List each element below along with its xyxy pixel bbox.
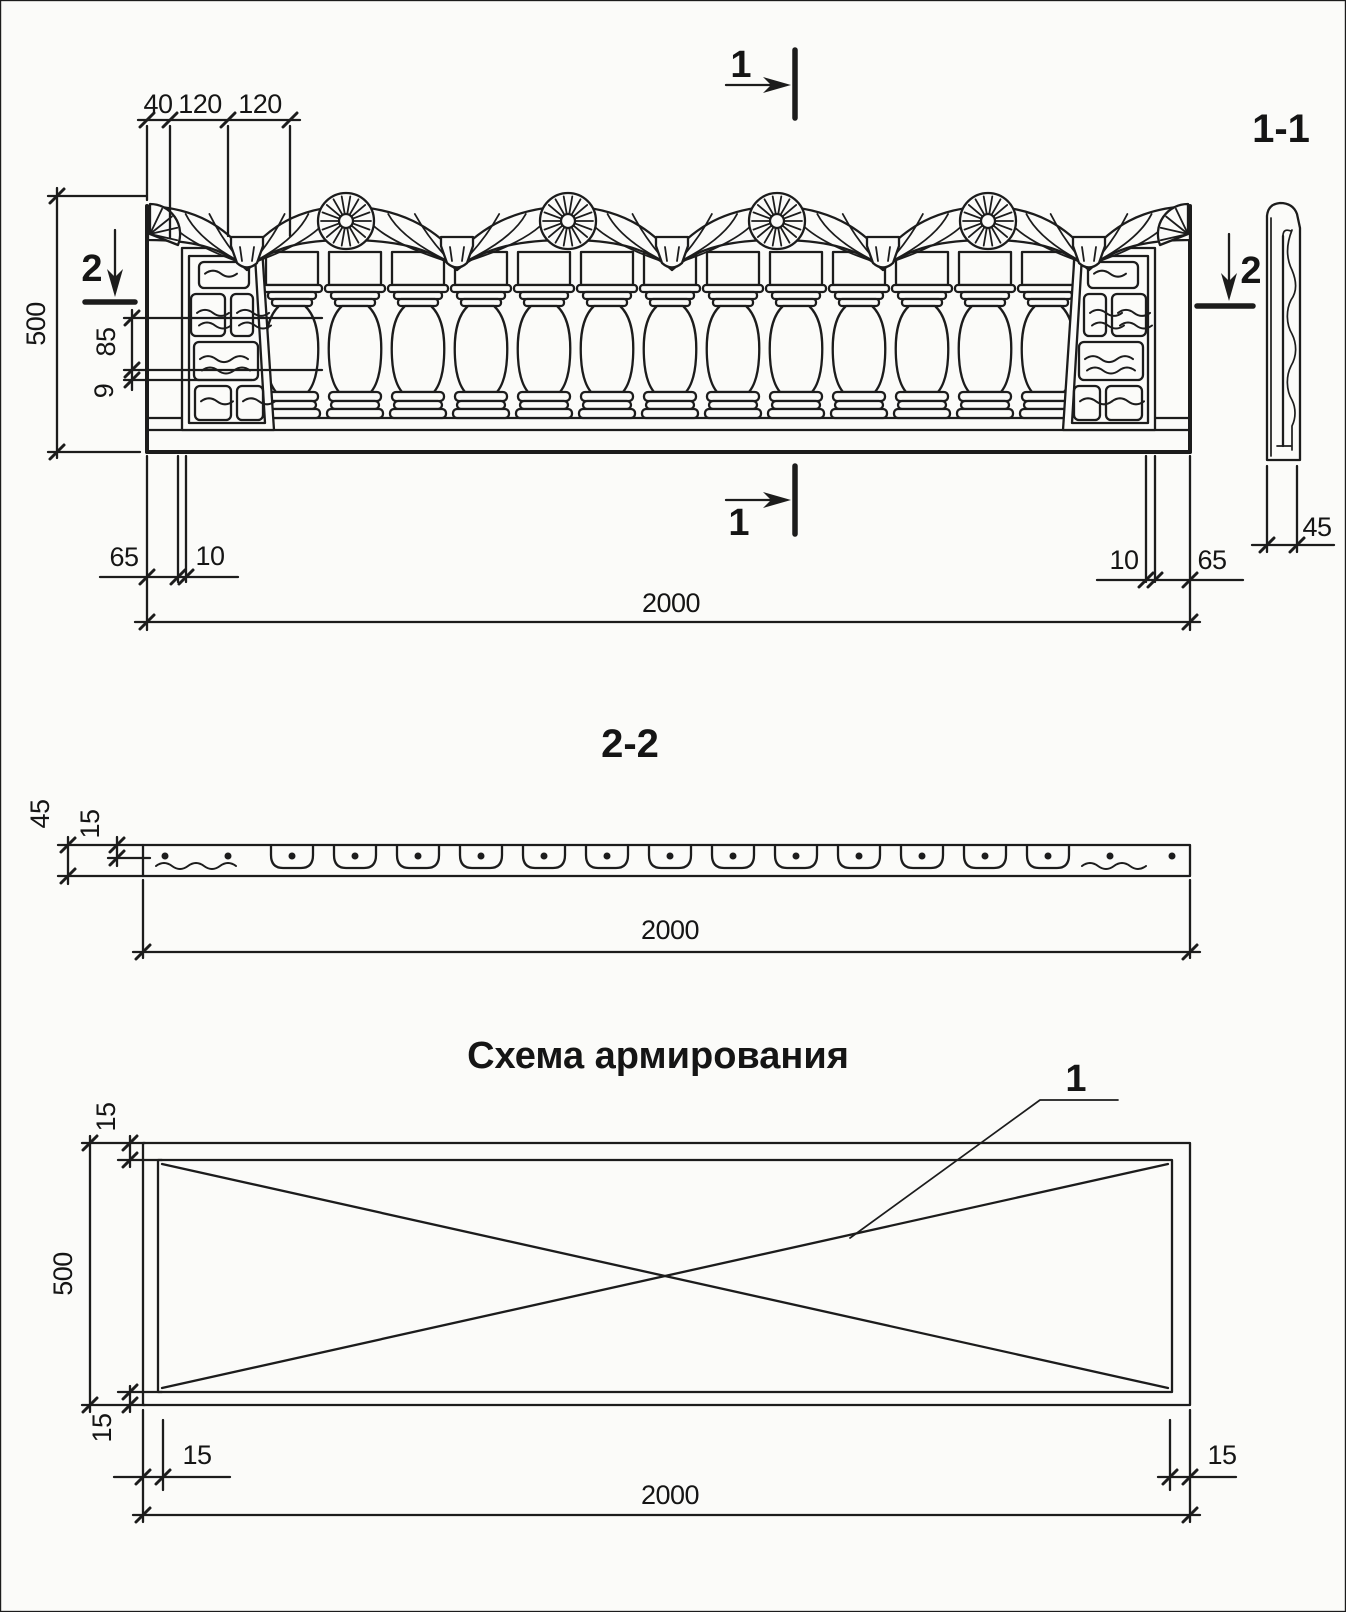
baluster [766, 252, 826, 418]
dim-40-label: 40 [143, 89, 173, 119]
dim-15-left-label: 15 [182, 1440, 212, 1470]
section-marker-1-top-label: 1 [730, 44, 752, 86]
baluster [640, 252, 700, 418]
dim-9-label: 9 [89, 383, 120, 399]
reinforcement-scheme [48, 1035, 1236, 1522]
dim-500-scheme-label: 500 [48, 1252, 79, 1296]
section-1-1-view [1252, 107, 1334, 552]
scheme-outer-contour [143, 1143, 1190, 1405]
dim-85-label: 85 [91, 327, 122, 357]
section-marker-1-bottom [726, 466, 795, 544]
baluster [388, 252, 448, 418]
baluster [451, 252, 511, 418]
anchor-pin-lines [178, 456, 1155, 582]
rebar-item-label: 1 [1065, 1058, 1087, 1100]
baluster-cut-cups [156, 846, 1176, 869]
pendant-cap [231, 237, 263, 268]
rebar-leader-line [850, 1100, 1118, 1238]
dim-500-label: 500 [21, 302, 52, 346]
section-2-2-title: 2-2 [601, 722, 659, 766]
pendant-cap [1073, 237, 1105, 268]
dim-45-strip-label: 45 [25, 799, 56, 829]
dim-120a-label: 120 [178, 89, 222, 119]
dim-10-left-label: 10 [195, 541, 225, 571]
pendant-cap [867, 237, 899, 268]
dim-15-strip-label: 15 [75, 809, 106, 839]
baluster [577, 252, 637, 418]
baluster [955, 252, 1015, 418]
section-marker-2-left [81, 230, 135, 302]
dim-120b-label: 120 [238, 89, 282, 119]
dim-10-right-label: 10 [1109, 545, 1139, 575]
pendant-cap [441, 237, 473, 268]
rosette-ornament [318, 193, 374, 249]
dim-2000-strip-label: 2000 [640, 915, 700, 945]
dim-45-section-label: 45 [1302, 512, 1332, 542]
section-marker-2-right [1197, 234, 1262, 306]
reinforcement-title: Схема армирования [467, 1035, 849, 1077]
rosette-ornament [540, 193, 596, 249]
dim-15-top-label: 15 [91, 1102, 122, 1132]
baluster [703, 252, 763, 418]
dim-65-right-label: 65 [1197, 545, 1227, 575]
section-1-1-title: 1-1 [1252, 107, 1310, 151]
baluster [892, 252, 952, 418]
dim-2000-scheme-label: 2000 [640, 1480, 700, 1510]
scheme-dimension-lines [82, 1136, 1236, 1522]
section-marker-2-right-label: 2 [1240, 250, 1262, 292]
dim-15-bottom-label: 15 [87, 1413, 118, 1443]
elevation-view [21, 44, 1261, 630]
rosette-ornament [960, 193, 1016, 249]
pendant-cap [656, 237, 688, 268]
section-marker-1-top [726, 44, 795, 118]
baluster-row [262, 252, 1078, 418]
dim-65-left-label: 65 [109, 542, 139, 572]
baluster [325, 252, 385, 418]
section-marker-2-left-label: 2 [81, 248, 103, 290]
section-2-2-strip [143, 845, 1190, 876]
baluster [514, 252, 574, 418]
baluster [829, 252, 889, 418]
rosette-ornament [749, 193, 805, 249]
dim-2000-elevation-label: 2000 [641, 588, 701, 618]
section-2-2-view [25, 722, 1200, 959]
section-marker-1-bottom-label: 1 [728, 502, 750, 544]
dim-15-right-label: 15 [1207, 1440, 1237, 1470]
